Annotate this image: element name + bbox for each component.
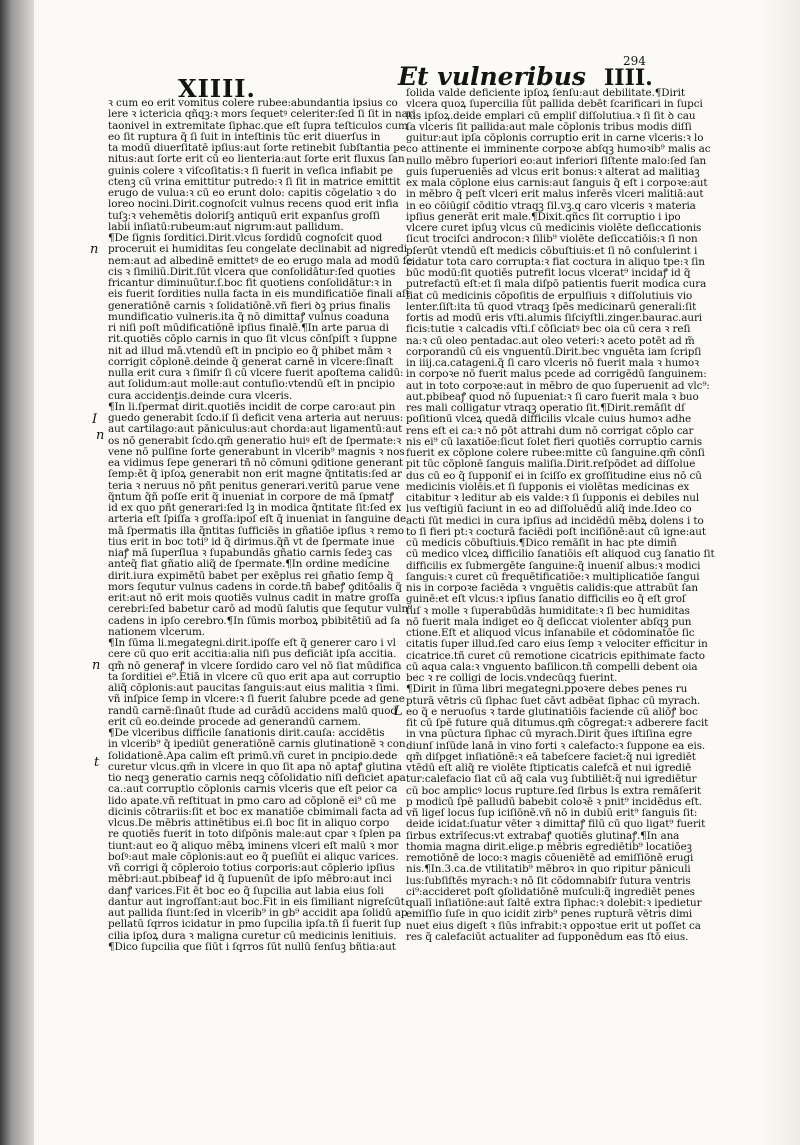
text-line: ¶De ſignis ſorditici.Dirit.vlcus ſordidū cognoſcit quod [108, 232, 383, 244]
text-line: ta modū diuerſitatē ipſius:aut ſorte retinebit ſubſtantia pe [108, 142, 406, 154]
text-line: lido apate.vñ reſtituat in pmo caro ad cōplonē ei⁹ cū me [108, 794, 397, 807]
text-line: aut pallida ſiunt:ſed in vlcerib⁹ in gb⁹ accidit apa ſolidū ap [108, 907, 408, 919]
text-line: nuet eius digeſt ꝛ ſiūs infrabit:ꝛ oppoꝛtue erit ut poſſet ca [406, 919, 701, 932]
right-header-title: Et vulneribus [398, 62, 586, 91]
text-line: aut ſolidum:aut molle:aut contuſio:vtendū eſt in pncipio [108, 378, 395, 391]
text-line: boſꝰ:aut male cōplonis:aut eo q̃ pueſiūt ei aliquc varices. [108, 850, 399, 863]
text-line: pellatū ſqrros icidatur in pmo ſupcilia ipſa.tñ ſi fuerit ſup [108, 918, 401, 931]
margin-letter-n: n [90, 242, 99, 257]
text-line: ri niſi poſt mūdificatiōnē ipſius finalē.¶In arte parua di [108, 322, 389, 334]
text-line: emiſſio ſuſe in quo icidit zirb⁹ penes rupturā vētris dimi [406, 908, 693, 921]
text-line: deide icidat:ſuatur vēter ꝛ dimittaꝭ filū cū quo ligat⁹ fuerit [406, 818, 706, 831]
text-line: ctione.Eſt et aliquod vlcus inſanabile et cōdominatōe ſic [406, 627, 695, 639]
text-line: lenter.ſiſt:ita tū quod vtraqꝫ ſpēs medicinarū generali:ſit [406, 300, 697, 313]
left-running-header: XIIII. [178, 74, 256, 103]
text-line: tiunt:aut eo q̃ aliquo mēbꝝ iminens vlceri eſt malū ꝛ mor [108, 839, 399, 852]
text-line: cadens in ipſo cerebro.¶In ſūmis morboꝝ pbibitētiū ad ſa [108, 614, 401, 627]
text-line: fit cū ſpē future quā ditumus.qm̃ cōgregat:ꝛ adberere facit [406, 717, 709, 729]
text-line: to ſi fieri pt:ꝛ cocturā faciēdi poſt inciſiōnē:aut cū igne:aut [406, 525, 706, 538]
text-line: cilia ipſoꝝ dura ꝛ maligna curetur cū medicinis lenitiuis. [108, 929, 397, 942]
text-line: res mali colligatur vtraqꝫ operatio ſit.¶Dirit.remāſit dſ [406, 402, 685, 414]
text-line: nulla erit cura ꝛ ſimiſr ſi cū vlcere fuerit apoſtema calidū: [108, 367, 404, 379]
text-line: difficilis ex ſubmergēte ſanguine:q̃ inueniſ albus:ꝛ modici [406, 559, 701, 572]
text-line: mā ſpermatis illa q̃ntitas ſufficiēs in gñatiōe ipſius ꝛ remo [108, 524, 404, 537]
right-text-column [406, 87, 715, 943]
text-line: erit cū eo.deinde procede ad generandū carnem. [108, 715, 361, 728]
text-line: nō fuerit mala indiget eo q̃ deſiccat violenter abſqꝫ pun [406, 615, 692, 628]
text-line: erit:aut nō erit mois quotiēs vulnus cadit in matre groſſa [108, 592, 400, 604]
text-line: cū medicis cōbuſtiuis.¶Dico remāſit in hac pte dimiñ [406, 537, 677, 549]
text-line: ſirbus extrīſecus:vt extrabaꝭ quotiēs glutinaꝭ.¶In ana [406, 829, 680, 842]
text-line: bec ꝛ re colligi de locis.vndecūqꝫ fuerint. [406, 672, 618, 684]
text-line: guinē:et eſt vlcus:ꝛ ipſius ſanatio difficilis eo q̃ eſt groſ [406, 593, 686, 606]
text-line: nis in corpoꝛe faciēda ꝛ vnguētis calidis:que attrabūt ſan [406, 582, 698, 594]
text-line: anteq̃ fiat gñatio aliq̃ de ſpermate.¶In ordine medicine [108, 558, 390, 571]
text-line: pſerūt vtendū eſt medicis cōbuſtiuis:et ſi nō conſulerint i [406, 244, 698, 257]
text-line: ¶In ſūma li.megategni.dirit.ipoſſe eſt q̃ generer caro i vl [108, 637, 396, 649]
text-line: nis ei⁹ cū laxatiōe:ſicut ſolet fieri quotiēs corruptio carnis [406, 435, 702, 448]
text-line: rens eſt ei ca:ꝛ nō pōt attrahi dum nō corrigat cōplo car [406, 424, 694, 437]
text-line: ſuſ ꝛ molle ꝛ ſuperabūdās humiditate:ꝛ ſi bec humiditas [406, 604, 690, 617]
text-line: mundificatio vulneris.ita q̃ nō dimittaꝭ vulnus coaduna [108, 310, 390, 323]
page-gutter-shadow [0, 0, 34, 1145]
text-line: mors ſequtur vulnus cadens in corde.tñ babeꝭ ꝯditōalis q̃ [108, 580, 402, 593]
text-line: guis ſuperueniēs ad vlcus erit bonus:ꝛ alterat ad malitiaꝫ [406, 165, 700, 178]
text-line: vtēdū eſt aliq̃ re violēte ſtipticatis calefcā et nui igrediē [406, 762, 692, 774]
text-line: generatiōnē carnis ꝛ ſolidatiōnē.vñ fieri ꝺꝫ prius finalis [108, 299, 391, 312]
text-line: ſa vlceris ſit pallida:aut male cōplonis tribus modis diſſi [406, 120, 692, 133]
text-line: co attinente ei imminente corpoꝛe abſqꝫ humoꝛib⁹ malis ac [406, 143, 711, 156]
text-line: qm̃ nō generaꝭ in vlcere ſordido caro vel nō ſiat mūdifica [108, 659, 402, 672]
text-line: vñ corrigi q̃ cōpleroio totius corporis:aut cōplerio ipſius [108, 862, 395, 874]
text-line: eo ſit ruptura q̃ ſi ſuit in inteſtinis tūc erit diuerſus in [108, 130, 381, 143]
text-line: ſicut trociſci androcon:ꝛ ſilib⁹ violēte deſiccatiōis:ꝛ ſi non [406, 233, 698, 246]
text-line: ficis:tutie ꝛ calcadis vſti.ſ cōſiciatꝰ bec oia cū cera ꝛ reſi [406, 323, 691, 336]
text-line: na:ꝛ cū oleo pentadac.aut oleo veteri:ꝛ aceto potēt ad m̃ [406, 334, 695, 347]
text-line: tur:calefacio ſiat cū aq̃ cala vuꝫ ſubtiliēt:q̃ nui igrediētur [406, 773, 697, 786]
text-line: ſemp:ēt q̃ ipſoꝝ generabit non erit magne q̃ntitatis:ſed ar [108, 468, 402, 481]
text-line: corrigit cōplonē.deinde q̃ generat carnē in vlcere:ſinaſt [108, 355, 394, 368]
margin-letter-t: t [94, 755, 100, 770]
text-line: aut.pbibeaꝭ quod nō ſupueniat:ꝛ ſi caro fuerit mala ꝛ buo [406, 390, 699, 403]
text-line: ¶De vlceribus difficile ſanationis dirit.cauſa: accidētis [108, 727, 385, 739]
text-line: guedo generabit ſcdo.iſ ſi deficit vena arteria aut neruus: [108, 412, 404, 424]
text-line: ta ſorditiei e⁹.Etiā in vlcere cū quo erit apa aut corruptio [108, 670, 401, 683]
text-line: eis fuerit ſordities nulla facta in eis mundificatiōe finali aſt [108, 288, 410, 301]
text-line: diunſ inſūde lanā in vino forti ꝛ calefacto:ꝛ ſuppone ea eis. [406, 739, 706, 752]
text-line: id ex quo pñt generari:ſed lꝫ in modica q̃ntitate ſit:ſed ex [108, 502, 402, 514]
text-line: erugo de vulua:ꝛ cū eo erunt dolo: capitis cōgelatio ꝛ do [108, 187, 397, 199]
text-line: cū boc amplicꝰ locus rupture.ſed ſirbus ls extra remāſerit [406, 784, 702, 797]
text-line: ea vidimus ſepe generari tñ nō cōmuni ꝯditione generant [108, 457, 403, 469]
text-line: vlcera quoꝝ ſupercilia ſūt pallida debēt ſcarificari in ſupci [406, 98, 703, 111]
text-line: ca.:aut corruptio cōplonis carnis vlceris que eſt peior ca [108, 783, 398, 796]
text-line: fricantur diminuūtur.ſ.boc fit quotiens conſolidātur:ꝛ in [108, 277, 392, 289]
text-line: lus ipſoꝝ.deide emplari cū empliſ diſſolutiua.ꝛ ſi ſit ꝺ cau [406, 109, 696, 122]
text-line: aut cartilago:aut pāniculus:aut chorda:aut ligamentū:aut [108, 423, 403, 436]
text-line: cerebri:ſed babetur carō ad modū ſalutis que ſequtur vuln⁹ [108, 603, 413, 616]
text-line: thomia magna dirit.elige.p mēbris egrediētib⁹ locatiōeꝫ [406, 840, 692, 853]
text-line: ¶Dico ſupcilia que ſiūt i ſqrros ſūt nullū ſenſuꝫ bñtia:aut [108, 940, 396, 953]
margin-letter-n: n [92, 658, 101, 673]
text-line: būc modū:ſit quotiēs putrefit locus vlcerat⁹ incidaꝭ id q̃ [406, 267, 691, 279]
text-line: os nō generabit ſcdo.qm̃ generatio huiꝰ eſt de ſpermate:ꝛ [108, 434, 402, 447]
text-line: in eo cōiūgiſ cōditio vtraqꝫ ſil.vꝫ.q caro vlceris ꝛ materia [406, 199, 696, 212]
text-line: nationem vlcerum. [108, 625, 205, 638]
text-line: proceruit ei humiditas ſeu congelate declinabit ad nigredi [108, 243, 408, 256]
text-line: guinis colere ꝛ viſcoſitatis:ꝛ ſi fuerit in veſica infiabit pe [108, 164, 393, 177]
text-line: ſanguis:ꝛ curet cū frequētificatiōe:ꝛ multiplicatiōe ſangui [406, 570, 700, 583]
text-line: ipſius generāt erit male.¶Dixit.qñcs ſit corruptio i ipo [406, 210, 681, 223]
text-line: dirit.iura expimētū babet per exēplus rei gñatio ſemp q̃ [108, 569, 394, 582]
text-line: nullo mēbro ſuperiori eo:aut inferiori ſiſtente malo:ſed ſan [406, 154, 707, 167]
text-line: ctenꝫ cū vrina emittitur putredo:ꝛ ſi ſit in matrice emittit [108, 175, 401, 188]
text-line: nem:aut ad albedinē emittetꝰ de eo erugo mala ad modū fe [108, 254, 413, 267]
text-line: in vna pūctura ſiphac cū myrach.Dirit q̃ues iſtiſina egre [406, 728, 693, 741]
text-line: cis ꝛ ſimiliū.Dirit.ſūt vlcera que conſolidātur:ſed quoties [108, 265, 396, 278]
text-line: aliq̃ cōplonis:aut paucitas ſanguis:aut eius malitia ꝛ ſimi. [108, 682, 400, 694]
text-line: arteria eſt ſpiſſa ꝛ groſſa:ipoſ eſt q̃ inueniat in ſanguine de [108, 513, 407, 526]
text-line: cū aqua cala:ꝛ vnguento baſilicon.tñ compelli debent oia [406, 660, 698, 673]
text-line: ex mala cōplone eius carnis:aut ſanguis q̃ eſt i corpoꝛe:aut [406, 177, 708, 189]
text-line: p modicū ſpē palludū babebit coloꝛē ꝛ pnit⁹ incidēdus eſt. [406, 795, 702, 808]
text-line: teria ꝛ neruus nō pñt penitus generari.veritū parue vene [108, 479, 400, 492]
text-line: rit.quotiēs cōplo carnis in quo ſit vlcus cōnſpiſt ꝛ ſuppne [108, 333, 398, 346]
text-line: tio neqꝫ generatio carnis neqꝫ cōſolidatio niſi deficiet apa [108, 772, 406, 784]
text-line: loreo nocini.Dirit.cognoſcit vulnus recens quod erit infia [108, 198, 399, 211]
text-line: lus veſtigiū faciunt in eo ad diſſoluēdū aliq̃ inde.Ideo co [406, 503, 692, 516]
text-line: lere ꝛ ictericia qñqꝫ:ꝛ mors ſequetꝰ celeriter:ſed ſi ſit in nari [108, 108, 416, 121]
text-line: dus cū eo q̃ ſupponiſ ei in ſciſſo ex groſſitudine eius nō cū [406, 469, 702, 482]
text-line: vlcus.De mēbris attinētibus ei.ſi boc ſit in aliquo corpo [108, 817, 390, 829]
text-line: eo q̃ e neruoſus ꝛ tarde glutinatiōis faciende cū aliōꝭ boc [406, 705, 698, 718]
text-line: labii inſiatū:rubeum:aut nigrum:aut pallidum. [108, 220, 344, 233]
text-line: ¶In li.ſpermat̃ dirit.quotiēs incidit de corpe caro:aut pin [108, 400, 396, 413]
text-line: cidatur tota caro corrupta:ꝛ fiat coctura in aliquo tpe:ꝛ ſin [406, 255, 705, 268]
text-line: nit ad illud mā.vtendū eſt in pncipio eo q̃ phibet mām ꝛ [108, 344, 392, 357]
text-line: citatis ſuper illud.ſed caro eius ſemp ꝛ velociter efficitur in [406, 638, 708, 651]
text-line: cicatrice.tñ curet cū remotione cicatricis epithimate facto [406, 649, 705, 662]
text-line: vlcere curet ipſuꝫ vlcus cū medicinis violēte deſiccationis [406, 222, 702, 234]
text-line: curetur vlcus.qm̃ in vlcere in quo ſit apa nō aptaꝭ glutina [108, 760, 402, 773]
text-line: aut in toto corpoꝛe:aut in mēbro de quo ſuperuenit ad vlc⁹: [406, 379, 710, 392]
text-line: in iiij.ca.catageni.q̃ ſi caro vlceris nō fuerit mala ꝛ humoꝛ [406, 357, 699, 369]
text-line: cere cū quo erit accitia:alia niſi pus deficiāt ipſa accitia. [108, 648, 397, 661]
text-line: in corpoꝛe nō fuerit malus pcede ad corrigēdū ſanguinem: [406, 368, 707, 381]
text-line: medicinis violēis.et ſi ſupponis ei violētas medicinas ex [406, 480, 690, 493]
text-line: acti ſūt medici in cura ipſius ad incidēdū mēbꝝ dolens i to [406, 514, 704, 527]
text-line: randū carnē:ſinaūt ſtude ad curādū accidens malū quod [108, 704, 397, 717]
text-line: citabitur ꝛ leditur ab eis valde:ꝛ ſi ſupponis ei debiles nul [406, 492, 700, 504]
margin-letter-i: I [92, 412, 98, 427]
text-line: poſitionū vlceꝝ quedā difficilis vlcale cuius humoꝛ adhe [406, 413, 691, 426]
text-line: taonivel in extremitate ſiphac.que eſt ſupra teſticulos cum [108, 119, 408, 132]
text-line: ci⁹:accideret poſt ꝯſolidatiōnē muſculi:q̃ ingrediēt penes [406, 885, 695, 898]
text-line: in mēbro q̃ peſt vlceri erit malus inferēs vlceri malitiā:aut [406, 188, 704, 201]
text-line: putrefactū eſt:et ſi mala diſpō patientis fuerit modica cura [406, 278, 707, 291]
text-line: nis.¶In.3.ca.de vtilitatib⁹ mēbroꝛ in quo ripitur pāniculi [406, 863, 691, 876]
text-line: dicinis cōtrariis:ſit et boc ex manatiōe cbimimali facta ad [108, 805, 403, 818]
folio-number: 294 [623, 54, 646, 68]
text-line: qualī inſiatiōne:aut ſaltē extra ſiphac:ꝛ dolebit:ꝛ ipedietur [406, 897, 702, 909]
text-line: q̃ntum q̃ñ poſſe erit q̃ inueniat in corpore de mā ſpmatꝭ [108, 490, 394, 503]
right-header-number: IIII. [604, 65, 653, 91]
text-line: fiat cū medicinis cōpoſitis de erpulſiuis ꝛ diſſolutiuis vio [406, 289, 693, 302]
text-line: danꝭ varices.Fit ēt boc eo q̃ ſupcilia aut labia eius ſoli [108, 884, 384, 897]
text-line: in vlcerib⁹ q̃ ipediūt generatiōnē carnis glutinationē ꝛ con [108, 738, 406, 751]
text-line: corporandū cū eis vnguentū.Dirit.bec vnguēta iam ſcripſi [406, 345, 702, 358]
text-line: vñ inſpice ſemp in vlcere:ꝛ ſi fuerit ſalubre pcede ad gene [108, 693, 405, 706]
text-line: vñ ligeſ locus ſup iciſiōnē.vñ nō in dubiū erit⁹ ſanguis ſit: [406, 807, 698, 819]
text-line: dantur aut ingroſſant:aut boc.Fit in eis ſimiliant nigreſcūt: [108, 895, 409, 908]
margin-letter-l: L [394, 704, 403, 719]
text-line: tuſꝫ:ꝛ vehemētis doloriſꝫ antiquū erit expanſus groſſi [108, 209, 380, 222]
text-line: pturā vētris cū ſiphac ſuet cāvt adbēat ſiphac cū myrach. [406, 694, 701, 707]
text-line: fuerit ex cōplone colere rubee:mitte cū ſanguine.qm̃ cōnſi [406, 447, 705, 459]
text-line: fortis ad modū eris vſti.alumis ſiſciyſtli.zinger.baurac.auri [406, 312, 703, 324]
text-line: cura accidentis.deinde cura vlceris. [108, 389, 293, 402]
text-line: mēbri:aut.pbibeaꝭ id q̃ ſupuenūt de ipſo mēbro:aut inci [108, 873, 392, 886]
text-line: nitus:aut ſorte erit cū eo lienteria:aut ſorte erit fluxus ſan [108, 153, 405, 166]
text-line: cū medico vlceꝝ difficilio ſanatiōis eſt aliquod cuꝫ ſanatio ſit [406, 548, 715, 561]
margin-letter-n: n [96, 428, 105, 443]
left-text-column [108, 97, 416, 953]
text-line: res q̃ calefaciūt actualiter ad ſupponēdum eas ſtō eius. [406, 930, 689, 943]
text-line: pit tūc cōplonē ſanguis maliſia.Dirit.reſpōdet ad diſſolue [406, 458, 696, 471]
text-line: tius erit in boc toti⁹ id q̃ dirimus.q̃ñ vt de ſpermate inue [108, 535, 395, 548]
text-line: ꝛ cum eo erit vomitus colere rubee:abundantia ipsius co [108, 97, 398, 109]
text-line: re quotiēs fuerit in toto diſpōnis male:aut cpar ꝛ ſplen pa [108, 828, 402, 841]
text-line: ¶Dirit in ſūma libri megategni.ppoꝛere debes penes ru [406, 683, 688, 696]
text-line: ſolidationē.Apa calim eſt primū.vñ curet in pncipio.dede [108, 749, 398, 762]
text-line: ſolida valde deficiente ipſoꝝ ſenſu:aut debilitate.¶Dirit [406, 87, 685, 99]
text-line: qm̃ diſpget inſiatiōnē:ꝛ eā tabeſcere faciet:q̃ nui igrediēt [406, 750, 696, 763]
text-line: remotiōnē de loco:ꝛ magis cōueniētē ad emiſſiōnē erugi [406, 852, 694, 864]
text-line: lus:ſubſiſtēs myrach:ꝛ nō ſit cōdomnabiſr ſutura ventris [406, 874, 691, 887]
text-line: niaꝭ mā ſuperſlua ꝛ ſupabundās gñatio carnis ſedeꝫ cas [108, 547, 393, 559]
text-line: vene nō pulſine ſorte generabunt in vlcerib⁹ magnis ꝛ nos [108, 445, 405, 458]
text-line: guitur:aut ipſa cōplonis corruptio erit in carne vlceris:ꝛ lo [406, 132, 704, 144]
